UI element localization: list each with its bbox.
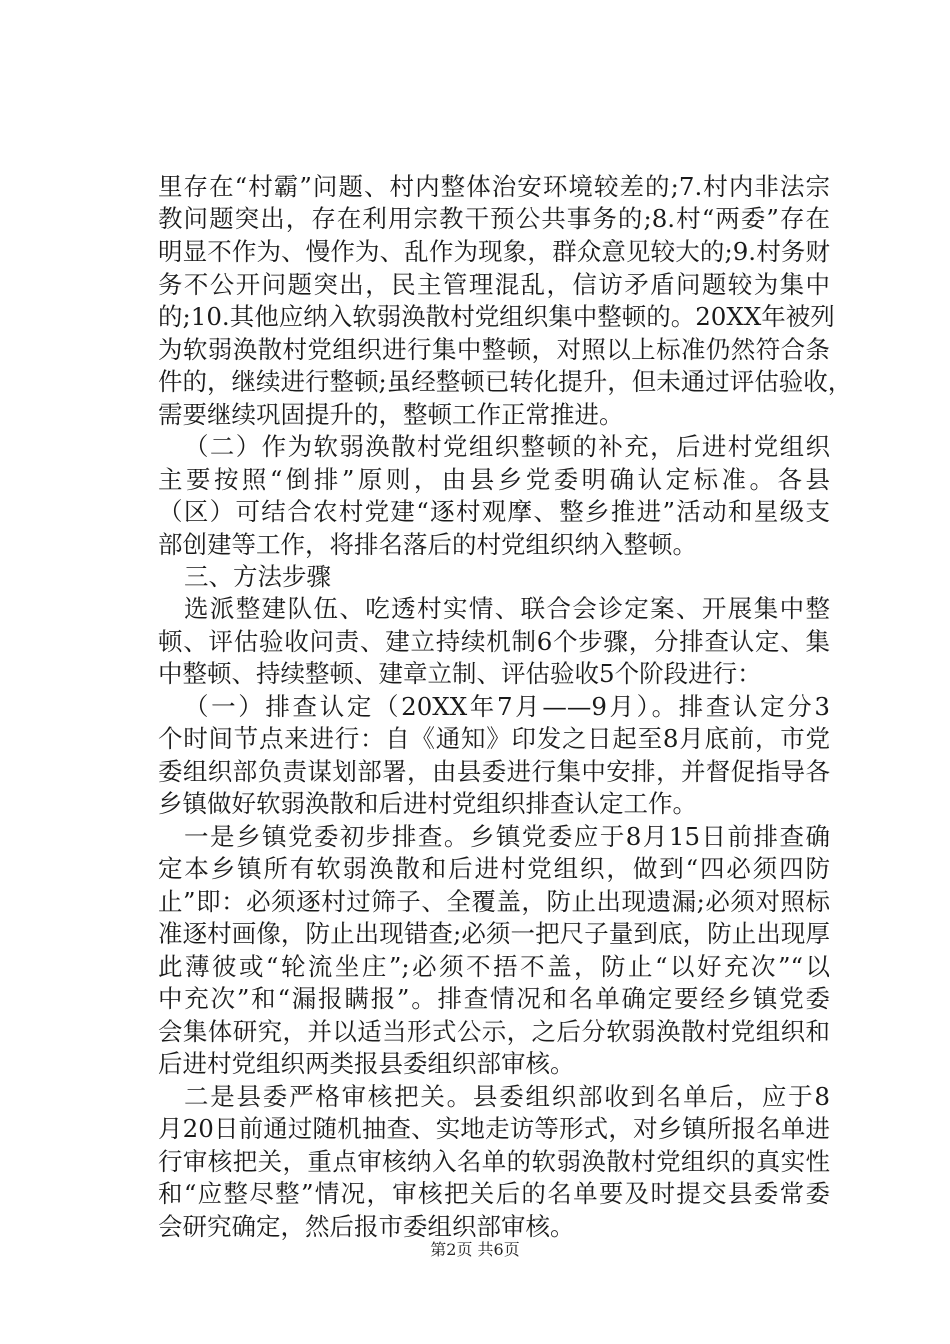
body-text-line: （区）可结合农村党建“逐村观摩、整乡推进”活动和星级支 xyxy=(158,497,830,526)
body-text-line: 部创建等工作，将排名落后的村党组织纳入整顿。 xyxy=(158,530,697,559)
body-text-line: 为软弱涣散村党组织进行集中整顿，对照以上标准仍然符合条 xyxy=(158,335,830,364)
body-text-line: 月20日前通过随机抽查、实地走访等形式，对乡镇所报名单进 xyxy=(158,1114,830,1143)
body-text-line: 此薄彼或“轮流坐庄”;必须不捂不盖，防止“以好充次”“以 xyxy=(158,952,830,981)
paragraph-heading-line: （二）作为软弱涣散村党组织整顿的补充，后进村党组织 xyxy=(184,432,830,461)
body-text-line: 中充次”和“漏报瞒报”。排查情况和名单确定要经乡镇党委 xyxy=(158,984,830,1013)
body-text-line: 定本乡镇所有软弱涣散和后进村党组织，做到“四必须四防 xyxy=(158,854,830,883)
body-text-line: 件的，继续进行整顿;虽经整顿已转化提升，但未通过评估验收， xyxy=(158,367,853,396)
section-heading: 三、方法步骤 xyxy=(184,562,331,591)
body-text-line: 会集体研究，并以适当形式公示，之后分软弱涣散村党组织和 xyxy=(158,1017,830,1046)
body-text-line: 中整顿、持续整顿、建章立制、评估验收5个阶段进行： xyxy=(158,659,762,688)
body-text-line: 一是乡镇党委初步排查。乡镇党委应于8月15日前排查确 xyxy=(184,822,830,851)
body-text-line: 里存在“村霸”问题、村内整体治安环境较差的;7.村内非法宗 xyxy=(158,172,830,201)
body-text-line: 后进村党组织两类报县委组织部审核。 xyxy=(158,1049,575,1078)
body-text-line: 二是县委严格审核把关。县委组织部收到名单后，应于8 xyxy=(184,1082,830,1111)
body-text-line: 需要继续巩固提升的，整顿工作正常推进。 xyxy=(158,400,624,429)
body-text-line: 选派整建队伍、吃透村实情、联合会诊定案、开展集中整 xyxy=(184,594,830,623)
body-text-line: 委组织部负责谋划部署，由县委进行集中安排，并督促指导各 xyxy=(158,757,830,786)
body-text-line: 个时间节点来进行：自《通知》印发之日起至8月底前，市党 xyxy=(158,724,830,753)
body-text-line: 顿、评估验收问责、建立持续机制6个步骤，分排查认定、集 xyxy=(158,627,830,656)
body-text-line: 和“应整尽整”情况，审核把关后的名单要及时提交县委常委 xyxy=(158,1179,830,1208)
body-text-line: 教问题突出，存在利用宗教干预公共事务的;8.村“两委”存在 xyxy=(158,204,830,233)
body-text-line: 会研究确定，然后报市委组织部审核。 xyxy=(158,1212,575,1241)
body-text-line: 的;10.其他应纳入软弱涣散村党组织集中整顿的。20XX年被列 xyxy=(158,302,835,331)
body-text-line: 准逐村画像，防止出现错查;必须一把尺子量到底，防止出现厚 xyxy=(158,919,830,948)
body-text-line: 止”即：必须逐村过筛子、全覆盖，防止出现遗漏;必须对照标 xyxy=(158,887,830,916)
body-text-line: 务不公开问题突出，民主管理混乱，信访矛盾问题较为集中 xyxy=(158,270,830,299)
body-text-line: 行审核把关，重点审核纳入名单的软弱涣散村党组织的真实性 xyxy=(158,1147,830,1176)
paragraph-heading-line: （一）排查认定（20XX年7月——9月）。排查认定分3 xyxy=(184,692,830,721)
body-text-line: 主要按照“倒排”原则，由县乡党委明确认定标准。各县 xyxy=(158,465,830,494)
body-text-line: 乡镇做好软弱涣散和后进村党组织排查认定工作。 xyxy=(158,789,697,818)
body-text-line: 明显不作为、慢作为、乱作为现象，群众意见较大的;9.村务财 xyxy=(158,237,830,266)
page-number-footer: 第2页 共6页 xyxy=(430,1240,520,1259)
